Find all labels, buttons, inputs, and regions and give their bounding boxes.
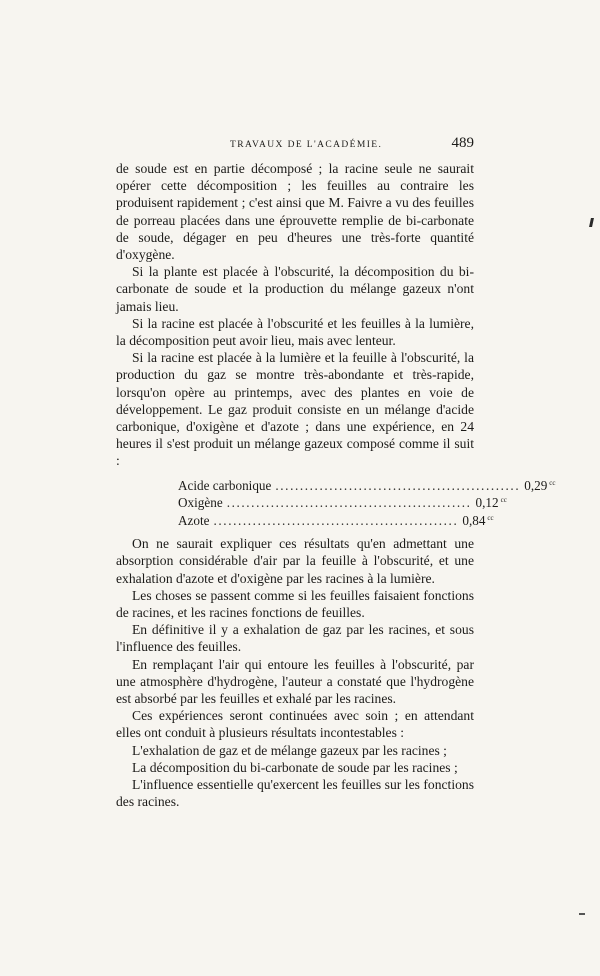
gas-name: Acide carbonique bbox=[178, 477, 272, 493]
composition-row bbox=[178, 511, 494, 529]
page-header bbox=[116, 135, 474, 158]
running-title: TRAVAUX DE L'ACADÉMIE. bbox=[230, 140, 383, 150]
gas-composition-table bbox=[178, 476, 556, 529]
unit-label: cc bbox=[500, 496, 507, 505]
gas-name: Azote bbox=[178, 512, 210, 528]
paragraph: Si la plante est placée à l'obscurité, la décomposition du bi-carbonate de soude et la production du mélange gazeux n'ont jamais lieu. bbox=[116, 264, 474, 314]
page-body bbox=[116, 160, 556, 810]
composition-row bbox=[178, 476, 556, 494]
paragraph: Si la racine est placée à la lumière et la feuille à l'obscurité, la production du gaz se montre très-abondante et très-rapide, lorsqu'on opère au printemps, avec des plantes en voie de développement. Le gaz produit consiste en un mélange d'acide carbonique, d'oxigène et d'azote ; dans une expérience, en 24 heures il s'est produit un mélange gazeux composé comme il suit : bbox=[116, 350, 474, 469]
paragraph: Ces expériences seront continuées avec soin ; en attendant elles ont conduit à plusieurs résultats incontestables : bbox=[116, 708, 474, 741]
margin-mark bbox=[589, 218, 594, 227]
paragraph: En remplaçant l'air qui entoure les feuilles à l'obscurité, par une atmosphère d'hydrogène, l'auteur a constaté que l'hydrogène est absorbé par les feuilles et exhalé par les racines. bbox=[116, 656, 474, 706]
paragraph: L'influence essentielle qu'exercent les feuilles sur les fonctions des racines. bbox=[116, 777, 474, 810]
paragraph: La décomposition du bi-carbonate de soude par les racines ; bbox=[132, 759, 458, 775]
leader-dots: .................................................. bbox=[226, 495, 472, 511]
unit-label: cc bbox=[549, 478, 556, 487]
paragraph: On ne saurait expliquer ces résultats qu'en admettant une absorption considérable d'air par la feuille à l'obscurité, et une exhalation d'azote et d'oxigène par les racines à la lumière. bbox=[116, 536, 474, 586]
gas-value: 0,84 $^{cc}$ bbox=[462, 512, 494, 528]
leader-dots: .................................................. bbox=[213, 512, 459, 528]
gas-value: 0,29 $^{cc}$ bbox=[524, 477, 556, 493]
margin-mark bbox=[579, 913, 585, 915]
paragraph: Les choses se passent comme si les feuilles faisaient fonctions de racines, et les racines fonctions de feuilles. bbox=[116, 587, 474, 620]
paragraph: L'exhalation de gaz et de mélange gazeux par les racines ; bbox=[132, 742, 447, 758]
paragraph: de soude est en partie décomposé ; la racine seule ne saurait opérer cette décomposition ; les feuilles au contraire les produisent rapidement ; c'est ainsi que M. Faivre a vu des feuilles de porreau placées dans une éprouvette remplie de bi-carbonate de soude, dégager en peu d'heures une très-forte quantité d'oxygène. bbox=[116, 161, 474, 263]
gas-value: 0,12 $^{cc}$ bbox=[475, 495, 507, 511]
page-number: 489 bbox=[451, 135, 474, 151]
gas-name: Oxigène bbox=[178, 495, 223, 511]
leader-dots: .................................................. bbox=[275, 477, 521, 493]
paragraph: Si la racine est placée à l'obscurité et les feuilles à la lumière, la décomposition peut avoir lieu, mais avec lenteur. bbox=[116, 315, 474, 349]
paragraph: En définitive il y a exhalation de gaz par les racines, et sous l'influence des feuilles. bbox=[116, 622, 474, 655]
composition-row bbox=[178, 493, 507, 511]
unit-label: cc bbox=[487, 513, 494, 522]
